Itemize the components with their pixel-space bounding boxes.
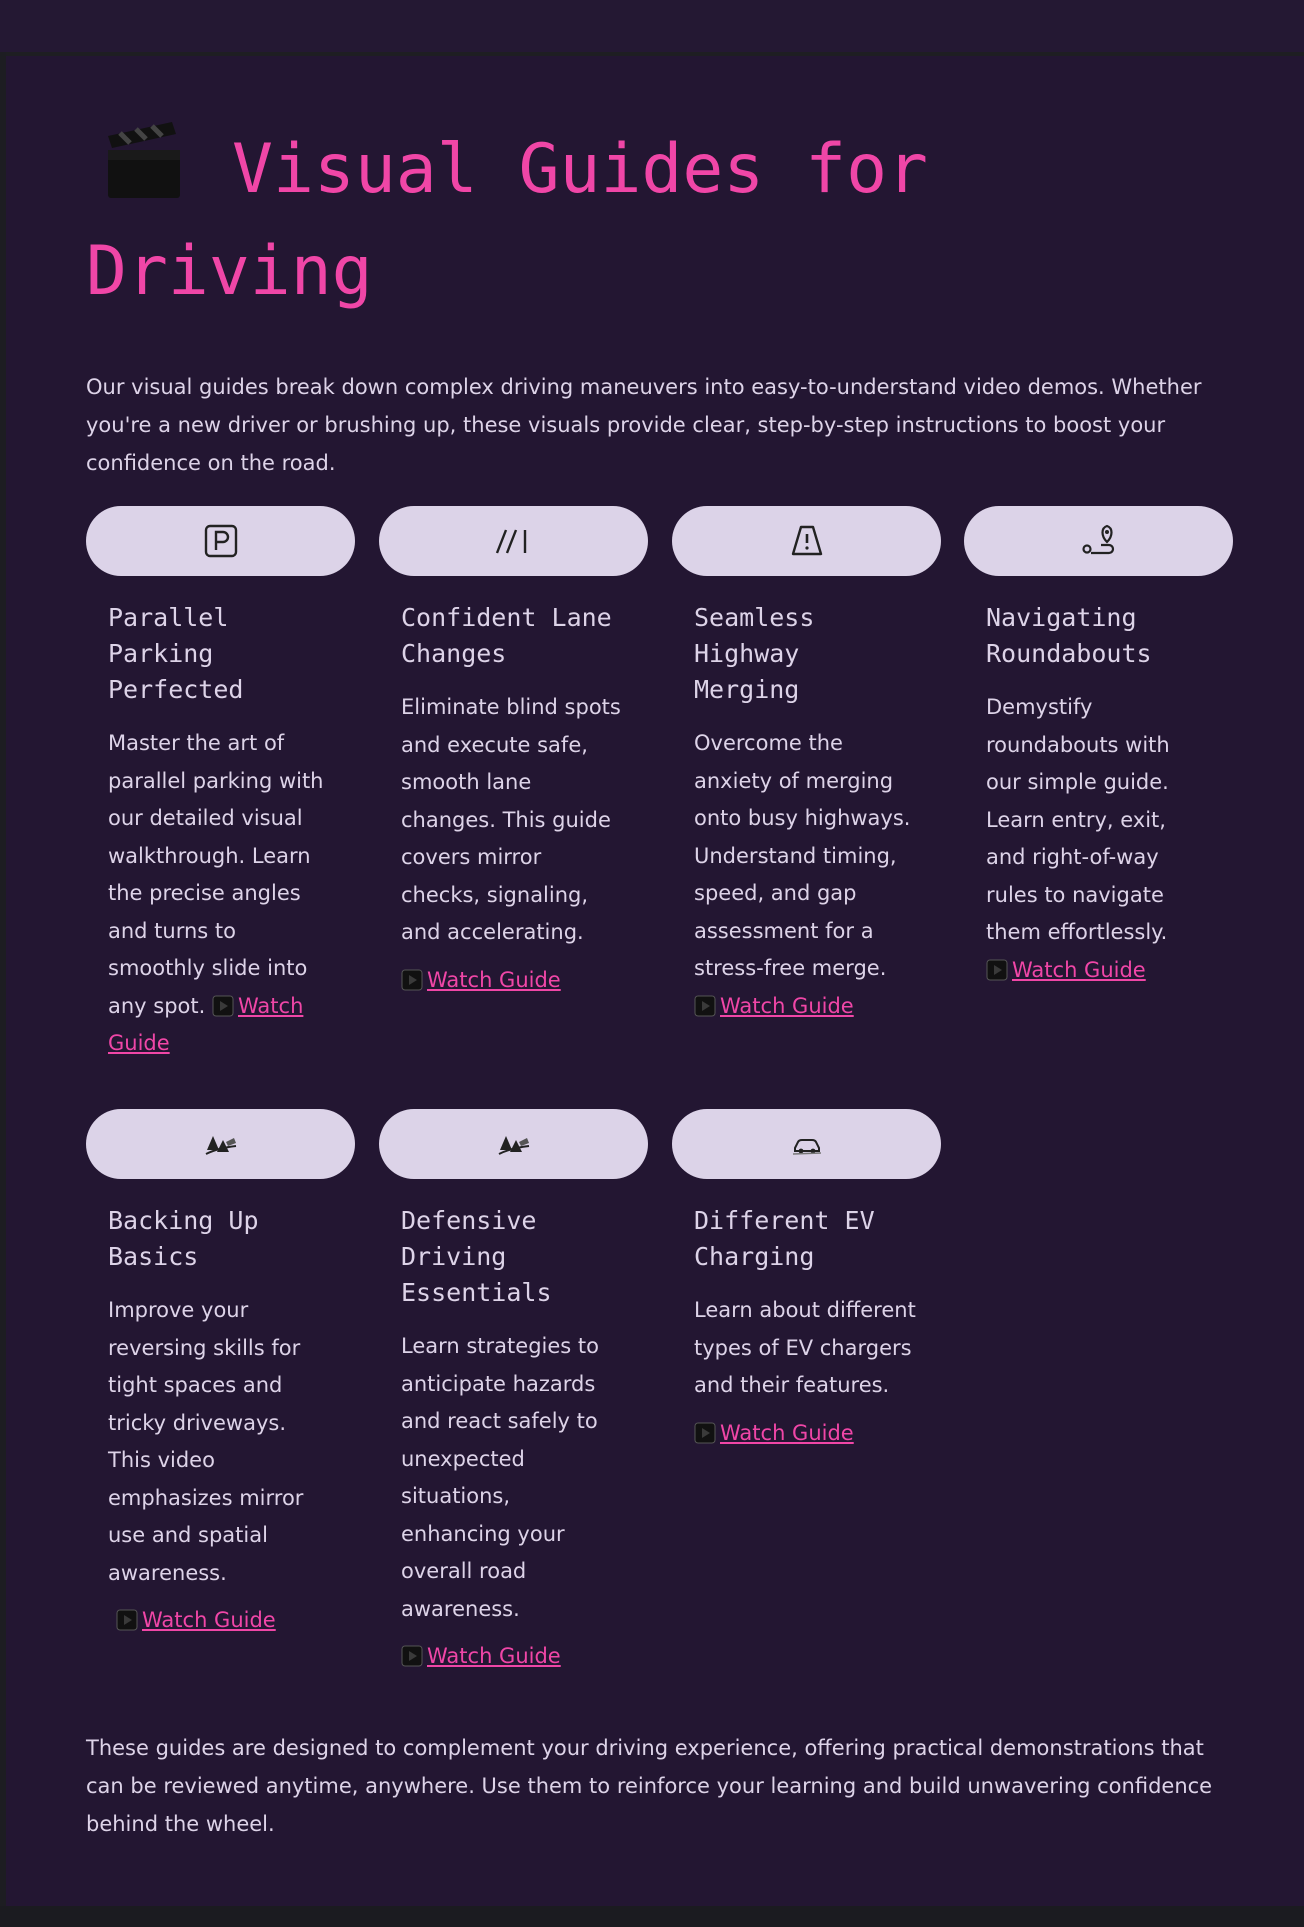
card-icon-pill [86,506,355,576]
guide-card-roundabouts [964,506,1233,990]
car-icon [791,1132,823,1156]
clapperboard-icon [106,118,180,198]
watch-guide-link[interactable]: Watch Guide [720,1420,854,1445]
card-description: Eliminate blind spots and execute safe, smooth lane changes. This guide covers mirror checks, signaling, and accelerating. [401,695,621,944]
card-description: Demystify roundabouts with our simple guide. Learn entry, exit, and right-of-way rules to navigate them effortlessly. [986,695,1170,944]
card-description-text: Master the art of parallel parking with our detailed visual walkthrough. Learn the precise angles and turns to smoothly slide into any spot. [108,731,324,1018]
card-icon-pill [964,506,1233,576]
guide-card-ev-charging [672,1109,941,1453]
parking-icon [203,523,239,559]
watch-guide-link[interactable]: Watch Guide [720,993,854,1018]
top-band [0,0,1304,56]
watch-guide-link[interactable]: Watch Guide [427,1644,561,1668]
watch-guide-row [108,1602,333,1641]
guide-card-parallel-parking [86,506,355,1063]
play-icon [212,992,234,1014]
road-scene-icon [204,1130,238,1158]
lanes-icon [494,523,534,559]
card-icon-pill [86,1109,355,1179]
card-description: Improve your reversing skills for tight spaces and tricky driveways. This video emphasizes mirror use and spatial awareness. [108,1298,304,1585]
watch-guide-row [694,988,919,1027]
watch-guide-row [401,1638,626,1677]
play-icon [694,993,716,1015]
card-title: Parallel Parking Perfected [108,603,244,704]
outro-paragraph: These guides are designed to complement your driving experience, offering practical demonstrations that can be reviewed anytime, anywhere. Use them to reinforce your learning and build unwavering confidence behind the wheel. [86,1736,1213,1836]
page-title [86,118,1086,323]
intro-paragraph: Our visual guides break down complex driving maneuvers into easy-to-understand video demos. Whether you're a new driver or brushing up, these visuals provide clear, step-by-step instructions to boost your confidence on the road. [86,375,1202,475]
card-icon-pill [379,506,648,576]
watch-guide-link[interactable]: Watch Guide [108,993,304,1055]
card-title: Different EV Charging [694,1206,875,1271]
watch-guide-row [694,1415,919,1454]
card-description: Learn strategies to anticipate hazards and react safely to unexpected situations, enhancing your overall road awareness. [401,1334,599,1621]
play-icon [401,967,423,989]
watch-guide-link[interactable]: Watch Guide [427,967,561,992]
watch-guide-link[interactable]: Watch Guide [142,1608,276,1632]
watch-guide-row [986,952,1211,991]
card-description: Learn about different types of EV chargers and their features. [694,1298,916,1397]
card-title: Confident Lane Changes [401,603,612,668]
play-icon [401,1643,423,1665]
watch-guide-row [401,962,626,1001]
watch-guide-link[interactable]: Watch Guide [1012,957,1146,982]
play-icon [694,1420,716,1442]
route-icon [1079,522,1119,560]
card-title: Defensive Driving Essentials [401,1206,552,1307]
road-scene-icon [497,1130,531,1158]
card-icon-pill [672,1109,941,1179]
play-icon [986,957,1008,979]
card-title: Navigating Roundabouts [986,603,1152,668]
page-title-text: Visual Guides for Driving [86,130,928,311]
guide-card-defensive-driving [379,1109,648,1677]
guide-card-highway-merging [672,506,941,1026]
card-description: Overcome the anxiety of merging onto busy highways. Understand timing, speed, and gap assessment for a stress-free merge. [694,731,911,980]
guide-card-backing-up [86,1109,355,1641]
card-title: Backing Up Basics [108,1206,259,1271]
play-icon [116,1607,138,1629]
warning-road-icon [787,523,827,559]
card-icon-pill [379,1109,648,1179]
guide-card-lane-changes [379,506,648,1000]
card-title: Seamless Highway Merging [694,603,815,704]
card-icon-pill [672,506,941,576]
bottom-band [0,1906,1304,1927]
card-description [108,725,333,1063]
